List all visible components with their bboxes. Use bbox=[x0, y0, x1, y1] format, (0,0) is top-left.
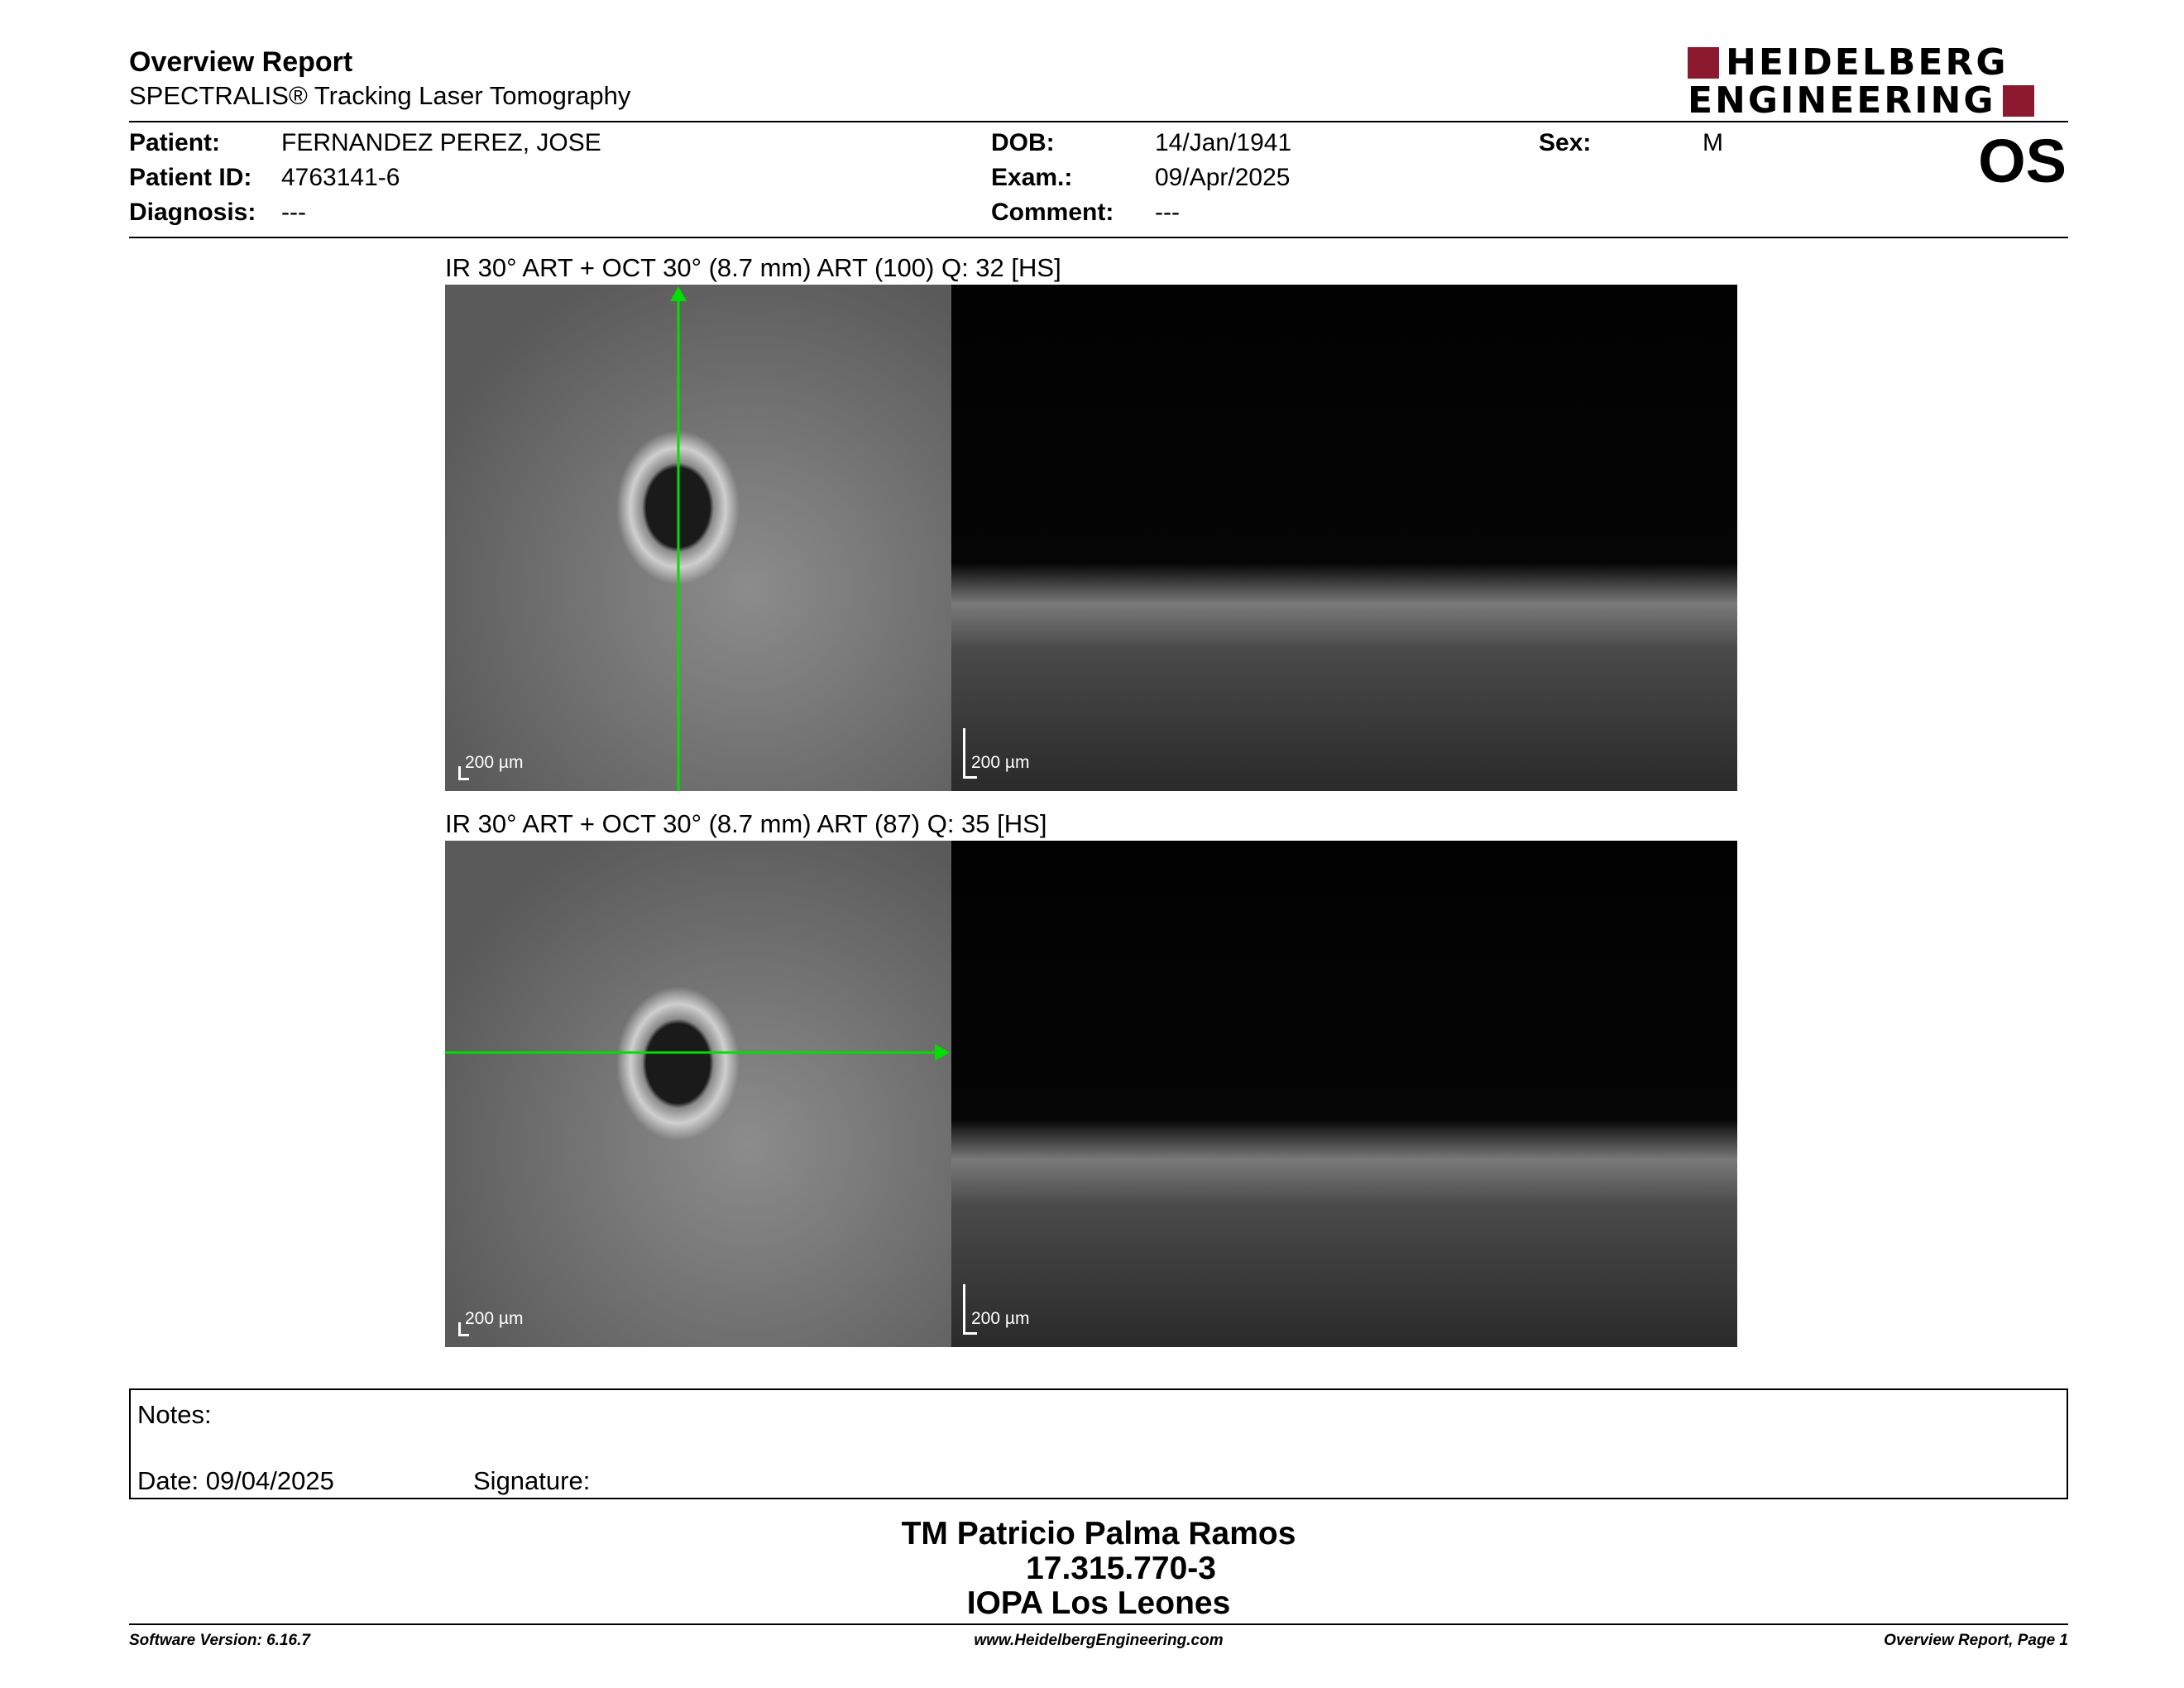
ir-fundus-image-2 bbox=[445, 841, 951, 1347]
diagnosis-label: Diagnosis: bbox=[129, 199, 256, 226]
scan-line-vertical bbox=[445, 285, 951, 791]
footer-website: www.HeidelbergEngineering.com bbox=[974, 1632, 1224, 1649]
page-indicator: Overview Report, Page 1 bbox=[1884, 1632, 2068, 1649]
footer-divider bbox=[129, 1623, 2068, 1625]
header-divider bbox=[129, 121, 2068, 122]
logo-text-line1: HEIDELBERG bbox=[1726, 41, 2009, 84]
exam-label: Exam.: bbox=[991, 164, 1073, 191]
oct-bscan-image-2 bbox=[951, 841, 1737, 1347]
comment-label: Comment: bbox=[991, 199, 1114, 226]
exam-value: 09/Apr/2025 bbox=[1155, 164, 1291, 191]
eye-indicator: OS bbox=[1978, 127, 2067, 195]
diagnosis-value: --- bbox=[281, 199, 306, 226]
notes-box bbox=[129, 1388, 2068, 1499]
heidelberg-logo bbox=[1688, 41, 2068, 121]
oct-scale-label-2: 200 µm bbox=[971, 1309, 1030, 1328]
signatory-name: TM Patricio Palma Ramos bbox=[901, 1516, 1296, 1551]
ir-fundus-image-1 bbox=[445, 285, 951, 791]
patient-id-label: Patient ID: bbox=[129, 164, 252, 191]
dob-label: DOB: bbox=[991, 129, 1055, 156]
report-subtitle: SPECTRALIS® Tracking Laser Tomography bbox=[129, 81, 631, 110]
scan-title-2: IR 30° ART + OCT 30° (8.7 mm) ART (87) Q: 35 [HS] bbox=[445, 809, 1047, 838]
scan-title-1: IR 30° ART + OCT 30° (8.7 mm) ART (100) Q: 32 [HS] bbox=[445, 253, 1061, 282]
patient-id: 4763141-6 bbox=[281, 164, 400, 191]
notes-date: Date: 09/04/2025 bbox=[137, 1466, 334, 1495]
logo-square-icon bbox=[2003, 85, 2034, 117]
dob-value: 14/Jan/1941 bbox=[1155, 129, 1292, 156]
software-version: Software Version: 6.16.7 bbox=[129, 1632, 310, 1649]
notes-label: Notes: bbox=[137, 1400, 212, 1429]
scan-line-horizontal bbox=[445, 841, 951, 1347]
patient-name: FERNANDEZ PEREZ, JOSE bbox=[281, 129, 601, 156]
patient-label: Patient: bbox=[129, 129, 221, 156]
patient-divider bbox=[129, 237, 2068, 238]
signatory-id: 17.315.770-3 bbox=[1026, 1551, 1216, 1586]
sex-label: Sex: bbox=[1539, 129, 1592, 156]
ir-scale-label-1: 200 µm bbox=[465, 753, 524, 772]
comment-value: --- bbox=[1155, 199, 1180, 226]
signature-label: Signature: bbox=[473, 1466, 591, 1495]
ir-scale-label-2: 200 µm bbox=[465, 1309, 524, 1328]
report-title: Overview Report bbox=[129, 46, 353, 78]
oct-bscan-image-1 bbox=[951, 285, 1737, 791]
logo-text-line2: ENGINEERING bbox=[1688, 79, 1996, 122]
signatory-org: IOPA Los Leones bbox=[966, 1585, 1231, 1621]
oct-scale-label-1: 200 µm bbox=[971, 753, 1030, 772]
sex-value: M bbox=[1703, 129, 1723, 156]
logo-square-icon bbox=[1688, 47, 1719, 79]
